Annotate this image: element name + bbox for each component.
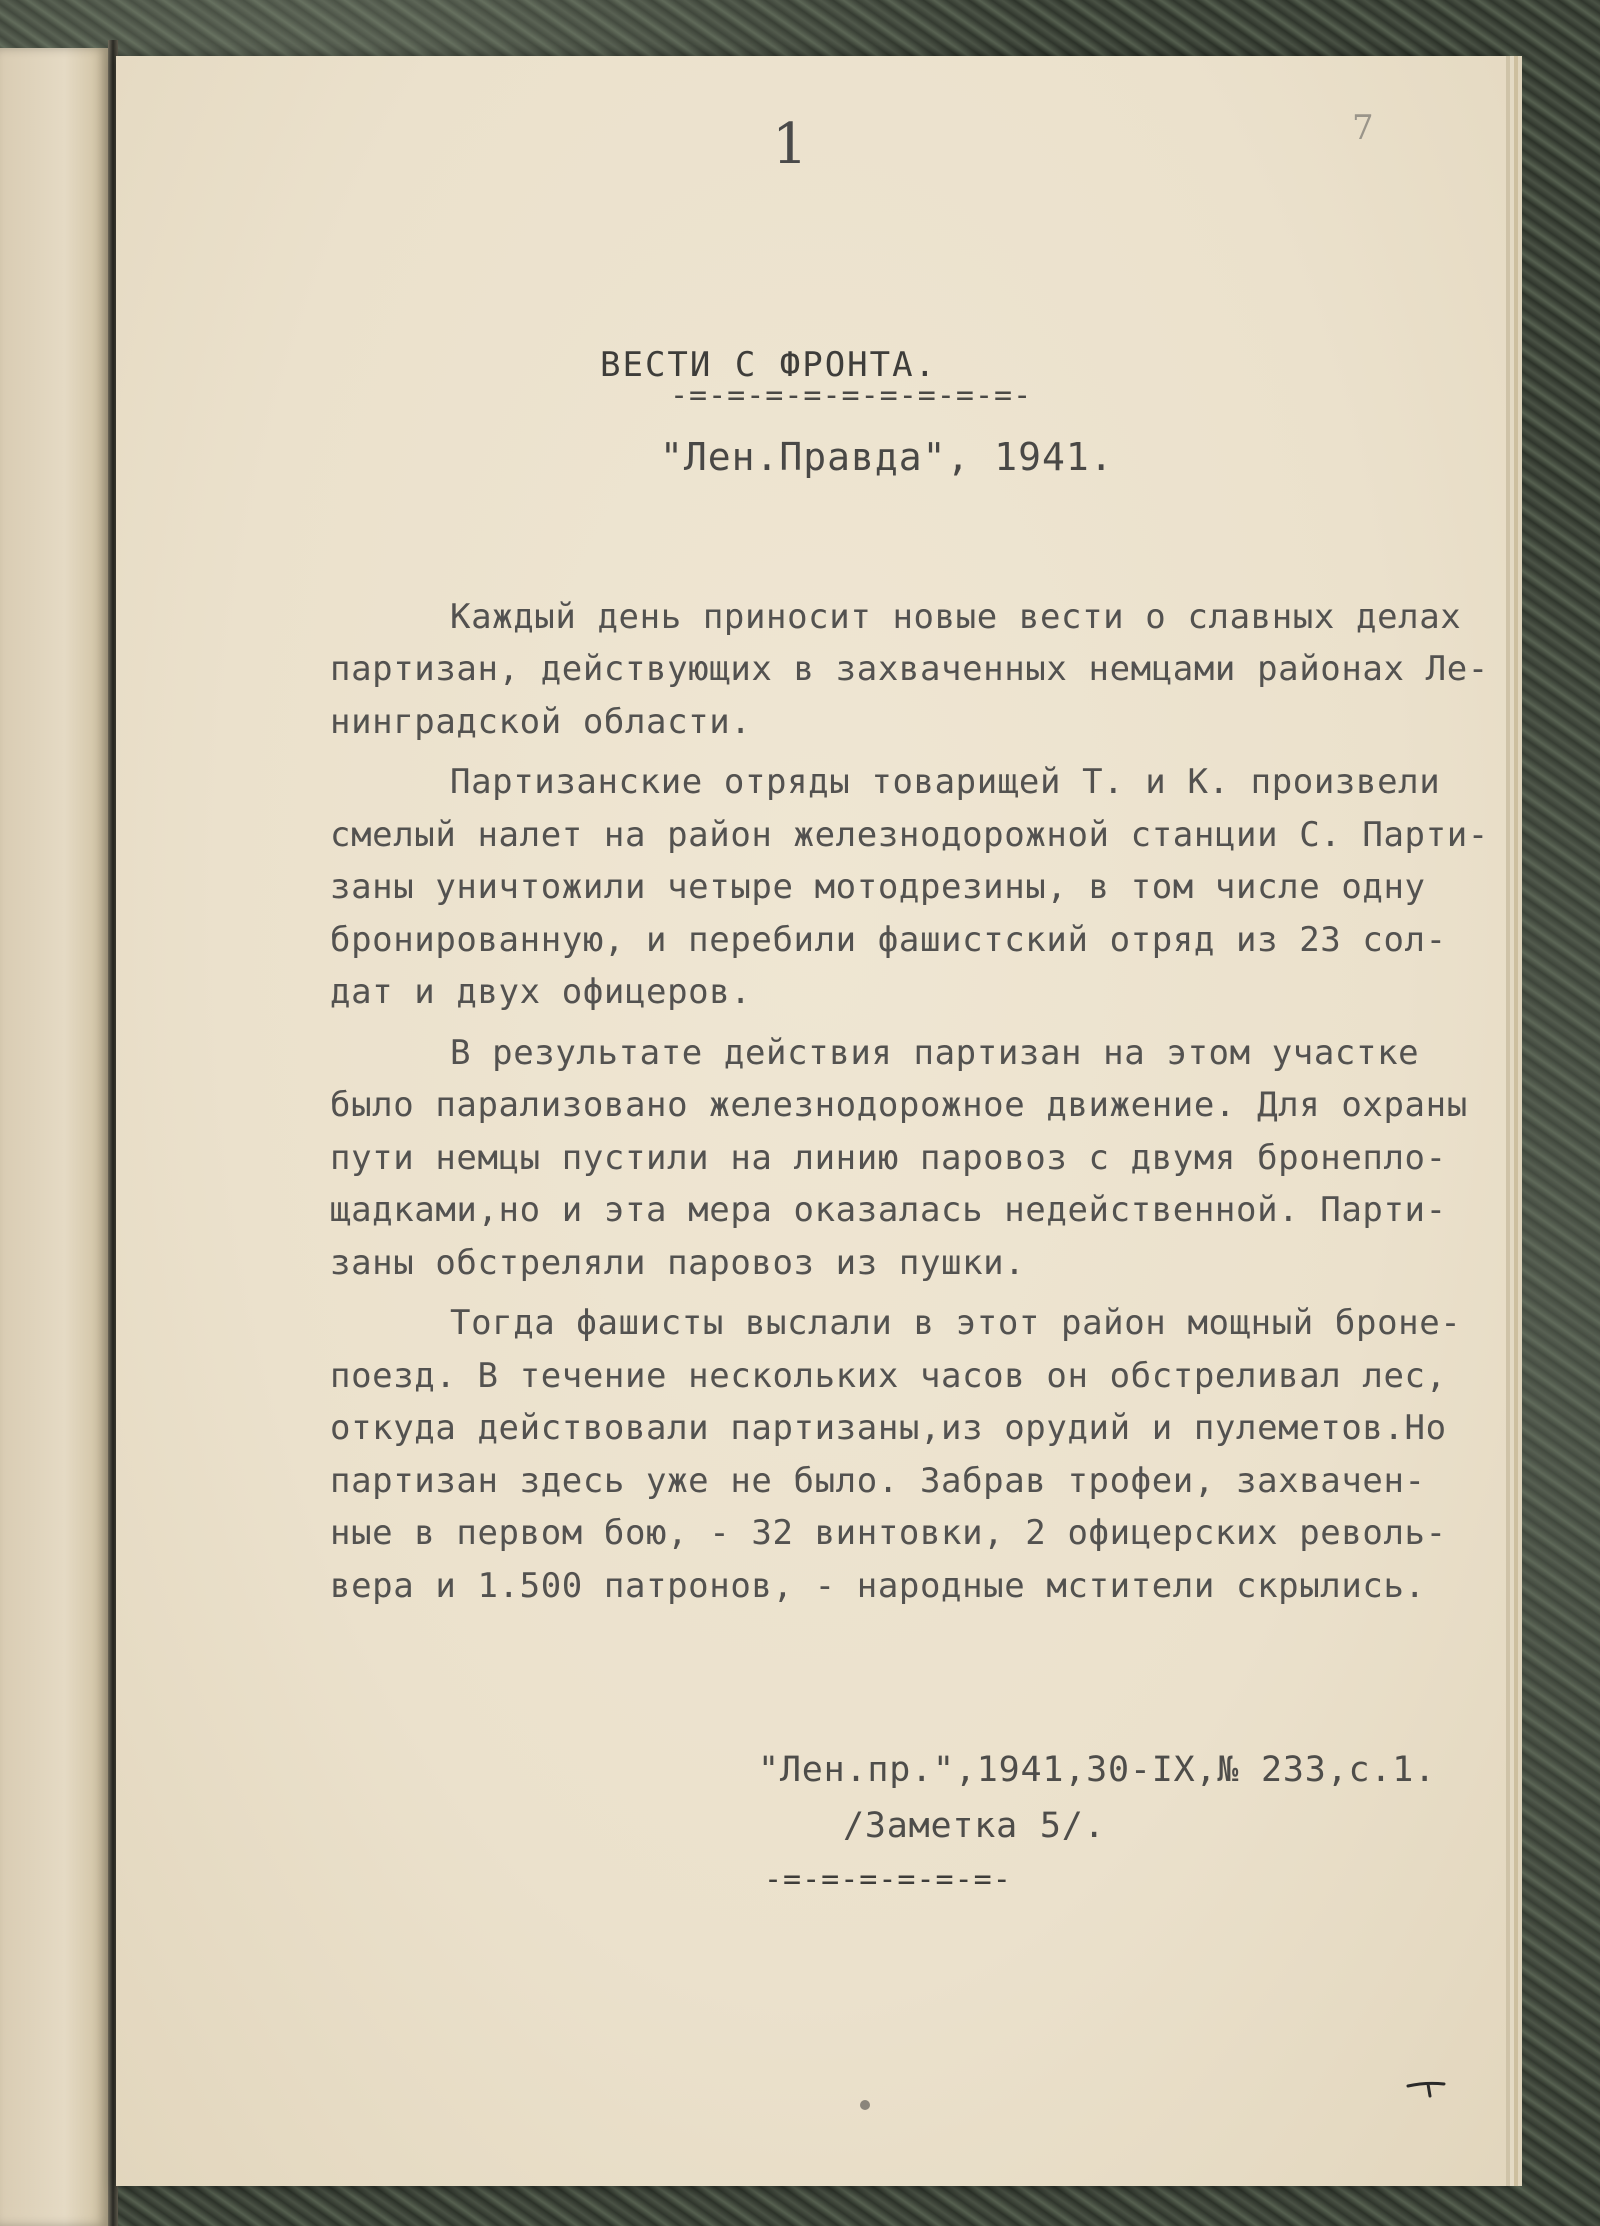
body-line: смелый налет на район железнодорожной станции С. Парти- (330, 814, 1489, 855)
left-facing-page (0, 48, 108, 2226)
paper-speck (860, 2100, 870, 2110)
body-line: Каждый день приносит новые вести о славных делах (450, 596, 1462, 637)
closing-rule: -=-=-=-=-=-=- (764, 1862, 1012, 1897)
pencil-tick-mark (1406, 2080, 1446, 2098)
body-line: нинградской области. (330, 701, 752, 742)
source-line: "Лен.Правда", 1941. (660, 435, 1114, 479)
heading-underline-rule: -=-=-=-=-=-=-=-=-=- (670, 378, 1033, 413)
body-line: заны обстреляли паровоз из пушки. (330, 1242, 1026, 1283)
body-line: Тогда фашисты выслали в этот район мощный броне- (450, 1303, 1462, 1343)
body-line: партизан, действующих в захваченных немцами районах Ле- (330, 649, 1489, 689)
body-line: бронированную, и перебили фашистский отряд из 23 сол- (330, 919, 1447, 960)
body-line: партизан здесь уже не было. Забрав трофеи, захвачен- (330, 1460, 1426, 1501)
body-line: щадками,но и эта мера оказалась недейственной. Парти- (330, 1190, 1447, 1230)
page-number: 1 (772, 112, 808, 177)
body-line: дат и двух офицеров. (330, 972, 752, 1012)
body-line: вера и 1.500 патронов, - народные мстители скрылись. (330, 1565, 1426, 1606)
body-line: откуда действовали партизаны,из орудий и пулеметов.Но (330, 1408, 1447, 1448)
citation: "Лен.пр.",1941,30-IX,№ 233,с.1. (758, 1750, 1437, 1790)
body-line: было парализовано железнодорожное движение. Для охраны (330, 1085, 1468, 1125)
body-text (330, 538, 1500, 1665)
body-line: Партизанские отряды товарищей Т. и К. произвели (450, 762, 1441, 802)
body-line: заны уничтожили четыре мотодрезины, в том числе одну (330, 867, 1426, 907)
corner-pencil-number: 7 (1352, 108, 1374, 148)
document-heading: ВЕСТИ С ФРОНТА. (600, 345, 938, 385)
body-line: В результате действия партизан на этом участке (450, 1032, 1420, 1073)
body-line: ные в первом бою, - 32 винтовки, 2 офицерских револь- (330, 1513, 1447, 1553)
body-line: поезд. В течение нескольких часов он обстреливал лес, (330, 1355, 1447, 1396)
body-line: пути немцы пустили на линию паровоз с двумя бронепло- (330, 1137, 1447, 1178)
note-label: /Заметка 5/. (843, 1806, 1106, 1846)
